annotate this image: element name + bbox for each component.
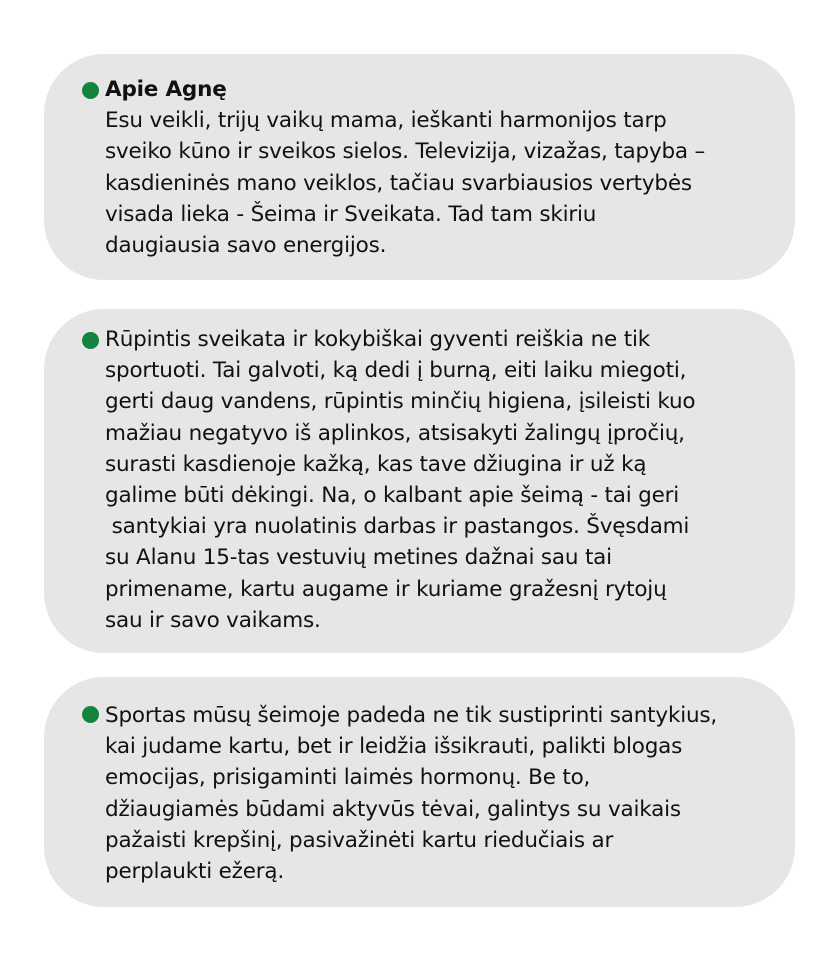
text-line: pažaisti krepšinį, pasivažinėti kartu riedučiais ar <box>105 827 614 853</box>
about-text <box>105 74 777 261</box>
about-card <box>44 54 795 280</box>
text-line: Rūpintis sveikata ir kokybiškai gyventi reiškia ne tik <box>105 327 650 352</box>
text-line: džiaugiamės būdami aktyvūs tėvai, galintys su vaikais <box>105 796 681 822</box>
health-text <box>105 324 777 636</box>
text-line: gerti daug vandens, rūpintis minčių higiena, įsileisti kuo <box>105 389 696 415</box>
text-line: sveiko kūno ir sveikos sielos. Televizija, vizažas, tapyba – <box>105 139 706 165</box>
text-line: kasdieninės mano veiklos, tačiau svarbiausios vertybės <box>105 170 692 196</box>
text-line: surasti kasdienoje kažką, kas tave džiugina ir už ką <box>105 451 647 477</box>
text-line: Sportas mūsų šeimoje padeda ne tik sustiprinti santykius, <box>105 703 718 728</box>
text-line: su Alanu 15-tas vestuvių metines dažnai sau tai <box>105 545 612 571</box>
health-card <box>44 309 795 653</box>
bullet-icon <box>82 706 99 723</box>
sport-card <box>44 677 795 907</box>
text-line: perplaukti ežerą. <box>105 859 285 885</box>
text-line: sau ir savo vaikams. <box>105 607 321 633</box>
sport-text <box>105 700 777 887</box>
bullet-icon <box>82 332 99 349</box>
text-line: Esu veikli, trijų vaikų mama, ieškanti harmonijos tarp <box>105 108 667 134</box>
text-line: santykiai yra nuolatinis darbas ir pastangos. Švęsdami <box>105 514 690 540</box>
text-line: daugiausia savo energijos. <box>105 233 387 259</box>
text-line: sportuoti. Tai galvoti, ką dedi į burną, eiti laiku miegoti, <box>105 358 687 384</box>
text-line: emocijas, prisigaminti laimės hormonų. Be to, <box>105 765 591 791</box>
text-line: mažiau negatyvo iš aplinkos, atsisakyti žalingų įpročių, <box>105 420 685 446</box>
text-line: primename, kartu augame ir kuriame gražesnį rytojų <box>105 576 667 602</box>
text-line: kai judame kartu, bet ir leidžia išsikrauti, palikti blogas <box>105 734 683 760</box>
text-line: galime būti dėkingi. Na, o kalbant apie šeimą - tai geri <box>105 483 680 509</box>
text-line: visada lieka - Šeima ir Sveikata. Tad tam skiriu <box>105 201 597 227</box>
bullet-icon <box>82 82 99 99</box>
about-heading: Apie Agnę <box>105 77 227 102</box>
